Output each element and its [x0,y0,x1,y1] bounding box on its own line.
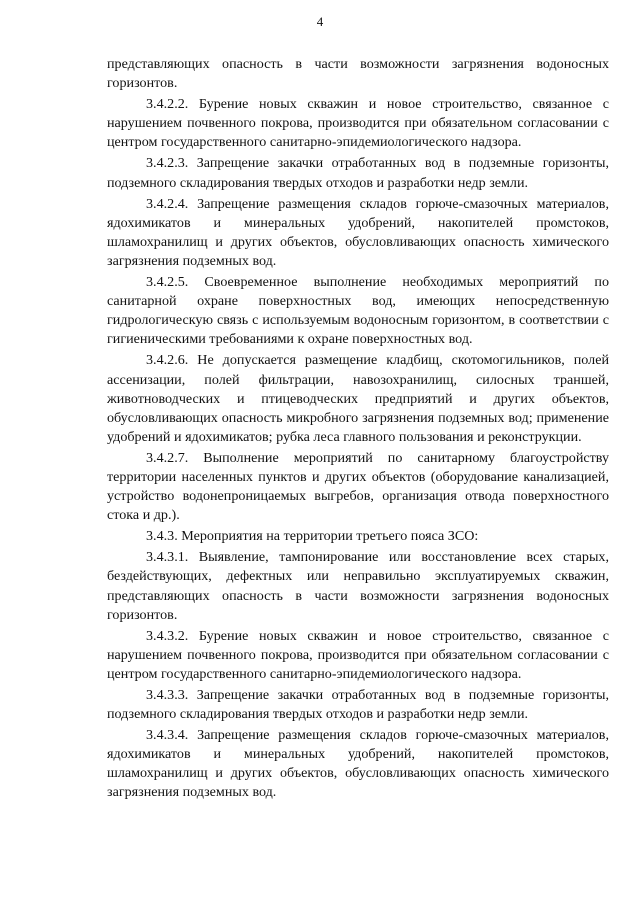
section-heading: 3.4.3. Мероприятия на территории третьего пояса ЗСО: [146,528,479,545]
paragraph: 3.4.2.2. Бурение новых скважин и новое строительство, связанное с нарушением почвенного покрова, производится при обязательном согласовании с центром государственного санитарно-эпидемиологического надзора. [107,96,609,151]
document-body [107,55,609,805]
paragraph: представляющих опасность в части возможности загрязнения водоносных горизонтов. [107,56,609,92]
paragraph: 3.4.2.6. Не допускается размещение кладбищ, скотомогильников, полей ассенизации, полей фильтрации, навозохранилищ, силосных траншей, животноводческих и птицеводческих предприятий и других объектов, обусловливающих опасность микробного загрязнения подземных вод; применение удобрений и ядохимикатов; рубка леса главного пользования и реконструкции. [107,352,609,445]
paragraph: 3.4.2.5. Своевременное выполнение необходимых мероприятий по санитарной охране поверхностных вод, имеющих непосредственную гидрологическую связь с используемым водоносным горизонтом, в соответствии с гигиеническими требованиями к охране поверхностных вод. [107,274,609,348]
paragraph: 3.4.2.7. Выполнение мероприятий по санитарному благоустройству территории населенных пунктов и других объектов (оборудование канализацией, устройство водонепроницаемых выгребов, организация отвода поверхностного стока и др.). [107,449,609,524]
paragraph: 3.4.3.1. Выявление, тампонирование или восстановление всех старых, бездействующих, дефектных или неправильно эксплуатируемых скважин, представляющих опасность в части возможности загрязнения водоносных горизонтов. [107,549,609,623]
paragraph: 3.4.3.4. Запрещение размещения складов горюче-смазочных материалов, ядохимикатов и минеральных удобрений, накопителей промстоков, шламохранилищ и других объектов, обусловливающих опасность химического загрязнения подземных вод. [107,727,609,801]
paragraph: 3.4.3.3. Запрещение закачки отработанных вод в подземные горизонты, подземного складирования твердых отходов и разработки недр земли. [107,687,609,723]
paragraph: 3.4.3.2. Бурение новых скважин и новое строительство, связанное с нарушением почвенного покрова, производится при обязательном согласовании с центром государственного санитарно-эпидемиологического надзора. [107,627,609,682]
page-number: 4 [316,14,324,29]
paragraph: 3.4.2.4. Запрещение размещения складов горюче-смазочных материалов, ядохимикатов и минеральных удобрений, накопителей промстоков, шламохранилищ и других объектов, обусловливающих опасность химического загрязнения подземных вод. [107,195,609,269]
paragraph: 3.4.2.3. Запрещение закачки отработанных вод в подземные горизонты, подземного складирования твердых отходов и разработки недр земли. [107,155,609,191]
